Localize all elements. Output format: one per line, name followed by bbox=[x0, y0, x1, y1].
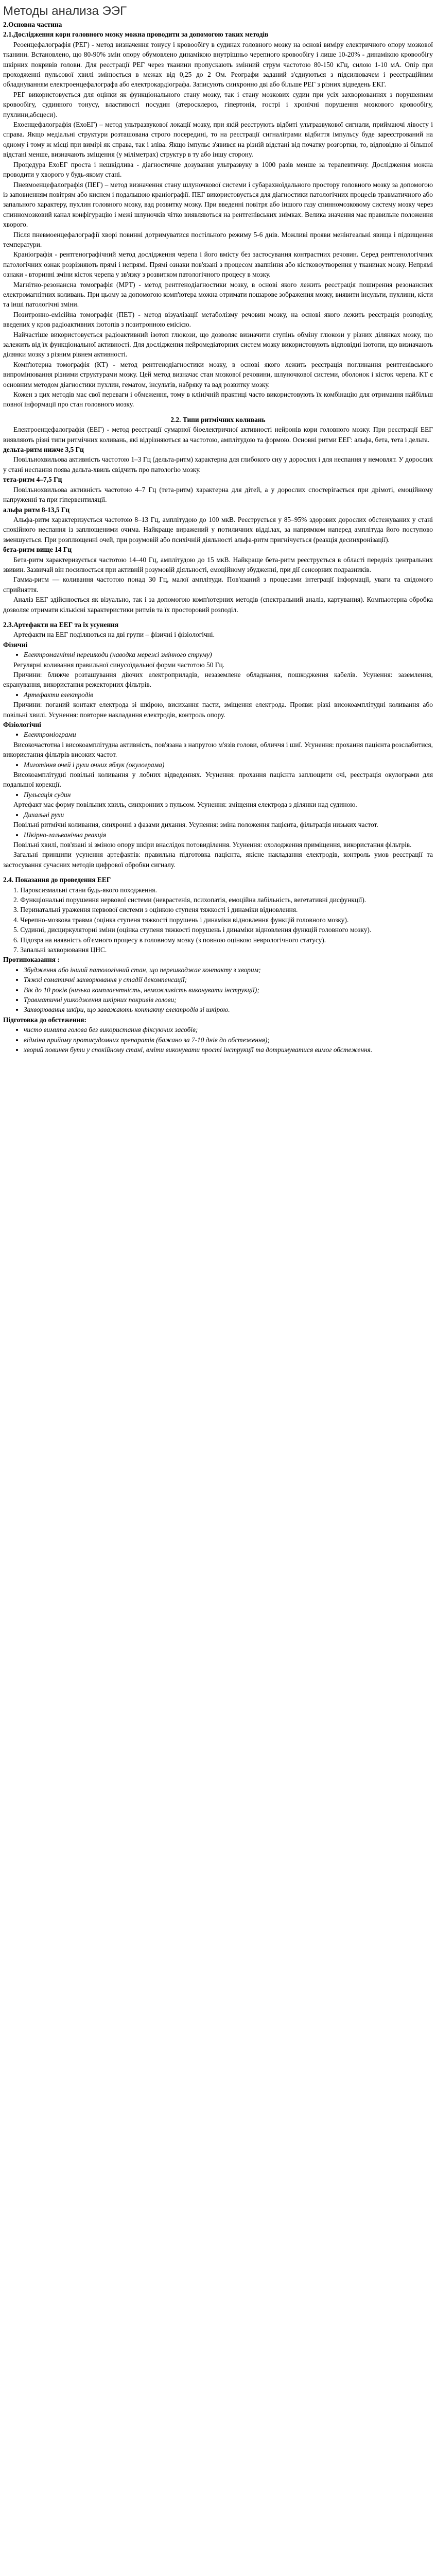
list-item: • Вік до 10 років (низька комплаєнтність, неможливість виконувати інструкції); bbox=[24, 985, 433, 995]
paragraph: 4. Черепно-мозкова травма (оцінка ступеня тяжкості порушень і динаміки відновлення функцій головного мозку). bbox=[13, 916, 349, 924]
list-item: • Тяжкі соматичні захворювання у стадії декомпенсації; bbox=[24, 975, 433, 985]
paragraph: Причини: ближче розташування діючих електроприладів, незаземлене обладнання, пошкодження кабелів. Усунення: заземлення, екранування, використання режекторних фільтрів. bbox=[3, 671, 433, 689]
section-heading: 2.1.Дослідження кори головного мозку можна проводити за допомогою таких методів bbox=[3, 30, 269, 39]
subheading: Фізичні bbox=[3, 640, 28, 649]
subheading: Фізіологічні bbox=[3, 721, 41, 729]
bullet-list bbox=[3, 690, 433, 700]
paragraph: Позитронно-емісійна томографія (ПЕТ) - метод візуалізації метаболізму речовин мозку, на основі якого лежить реєстрація розподілу, введених у кров радіоактивних ізотопів з позитронною емісією. bbox=[3, 310, 433, 329]
paragraph: 7. Запальні захворювання ЦНС. bbox=[13, 945, 107, 954]
list-item: • Миготіння очей і рухи очних яблук (окулограма) bbox=[24, 760, 433, 770]
paragraph: 5. Судинні, дисциркуляторні зміни (оцінка ступеня тяжкості порушень і динаміки відновлення функцій головного мозку). bbox=[13, 926, 372, 934]
page-title: Методы анализа ЭЭГ bbox=[3, 4, 127, 18]
paragraph: Причини: поганий контакт електрода зі шкірою, висихання пасти, зміщення електрода. Прояви: різкі високоамплітудні коливання або повільні хвилі. Усунення: повторне накладання електродів, контроль опору. bbox=[3, 701, 433, 719]
paragraph: Краніографія - рентгенографічний метод дослідження черепа і його вмісту без застосування контрастних речовин. Серед рентгенологічних патологічних ознак розрізняють прямі і непрямі. Прямі ознаки пов'язані з процесом звапніння або кістковоутворення у тканинах мозку. Непрямі ознаки - вторинні зміни кісток черепа у зв'язку з розвитком патологічного процесу в мозку. bbox=[3, 250, 433, 279]
subheading: Протипоказання : bbox=[3, 956, 60, 964]
paragraph: Кожен з цих методів має свої переваги і обмеження, тому в клінічній практиці часто використовують їх комбінацію для отримання найбільш повної інформації про стан головного мозку. bbox=[3, 391, 433, 409]
paragraph: Процедура ЕхоЕГ проста і нешкідлива - діагностичне дозування ультразвуку в 1000 разів менше за терапевтичну. Дослідження можна проводити у хворого у будь-якому стані. bbox=[3, 160, 433, 179]
paragraph: Після пневмоенцефалографії хворі повинні дотримуватися постільного режиму 5-6 днів. Можливі прояви менінгеальні явища і підвищення температури. bbox=[3, 230, 433, 248]
section-heading: 2.Основна частина bbox=[3, 21, 62, 28]
list-item: • чисто вимита голова без використання фіксуючих засобів; bbox=[24, 1025, 433, 1035]
paragraph: Магнітно-резонансна томографія (МРТ) - метод рентгенодіагностики мозку, в основі якого лежить реєстрація поширення резонансних електромагнітних коливань. При цьому за допомогою комп'ютера можна отримати пошарове зображення мозку, виявити інсульти, пухлини, кісти та інші патологічні зміни. bbox=[3, 280, 433, 309]
bullet-list bbox=[3, 650, 433, 659]
bullet-list bbox=[3, 965, 433, 1015]
paragraph: Альфа-ритм характеризується частотою 8–13 Гц, амплітудою до 100 мкВ. Реєструється у 85–95% здорових дорослих обстежуваних у стані спокійного неспання із заплющеними очима. Найкраще виражений у потиличних відділах, за напрямком наперед амплітуда його поступово зменшується. При розплющенні очей, при розумовій або психічній діяльності альфа-ритм пригнічується (реакція десинхронізації). bbox=[3, 515, 433, 544]
paragraph: Комп'ютерна томографія (КТ) - метод рентгенодіагностики мозку, в основі якого лежить реєстрація поглинання рентгенівського випромінювання різними структурами мозку. Цей метод визначає стан мозкової речовини, шлуночкової системи, оболонок і кісток черепа. КТ є основним методом діагностики пухлин, гематом, інсультів, набряку та вад розвитку мозку. bbox=[3, 360, 433, 388]
paragraph: Високоамплітудні повільні коливання у лобних відведеннях. Усунення: прохання пацієнта заплющити очі, реєстрація окулограми для подальшої корекції. bbox=[3, 771, 433, 789]
subheading: бета-ритм вище 14 Гц bbox=[3, 546, 72, 554]
spacer bbox=[3, 870, 433, 875]
list-item: • Електроміограми bbox=[24, 730, 433, 739]
paragraph: Загальні принципи усунення артефактів: правильна підготовка пацієнта, якісне накладання електродів, контроль умов реєстрації та застосування сучасних методів цифрової обробки сигналу. bbox=[3, 851, 433, 869]
list-item: • Електромагнітні перешкоди (наводка мережі змінного струму) bbox=[24, 650, 433, 659]
paragraph: 3. Перинатальні ураження нервової системи з оцінкою ступеня тяжкості і динаміки відновлення. bbox=[13, 906, 298, 914]
paragraph: Регулярні коливання правильної синусоїдальної форми частотою 50 Гц. bbox=[13, 660, 225, 669]
section-heading: 2.2. Типи ритмічних коливань bbox=[170, 415, 266, 423]
document-body bbox=[3, 20, 433, 1055]
bullet-list bbox=[3, 1025, 433, 1055]
bullet-list bbox=[3, 730, 433, 739]
paragraph: Аналіз ЕЕГ здійснюється як візуально, так і за допомогою комп'ютерних методів (спектральний аналіз, картування). Компьютерна обробка дозволяє отримати кількісні характеристики ритмів та їх просторовий розподіл. bbox=[3, 596, 433, 614]
paragraph: Повільні ритмічні коливання, синхронні з фазами дихання. Усунення: зміна положення пацієнта, фільтрація низьких частот. bbox=[13, 821, 378, 829]
paragraph: Найчастіше використовується радіоактивний ізотоп глюкози, що дозволяє визначити ступінь обміну глюкози у різних ділянках мозку, що залежить від їх функціональної активності. Для дослідження нейромедіаторних систем мозку використовують відповідні ізотопи, що визначають ділянки мозку з різним рівнем активності. bbox=[3, 330, 433, 359]
bullet-list bbox=[3, 810, 433, 820]
paragraph: 1. Пароксизмальні стани будь-якого походження. bbox=[13, 886, 157, 894]
bullet-list bbox=[3, 760, 433, 770]
paragraph: 2. Функціональні порушення нервової системи (неврастенія, психопатія, емоційна лабільність, вегетативні дисфункції). bbox=[13, 895, 367, 904]
section-heading: 2.3.Артефакти на ЕЕГ та їх усунення bbox=[3, 620, 119, 629]
page bbox=[0, 0, 436, 1055]
list-item: • Травматичні ушкодження шкірних покривів голови; bbox=[24, 995, 433, 1005]
paragraph: Повільнохвильова активність частотою 1–3 Гц (дельта-ритм) характерна для глибокого сну у дорослих і для неспання у немовлят. У дорослих у стані неспання поява дельта-хвиль свідчить про патологію мозку. bbox=[3, 455, 433, 473]
list-item: • Артефакти електродів bbox=[24, 690, 433, 700]
list-item: • Дихальні рухи bbox=[24, 810, 433, 820]
bullet-list bbox=[3, 790, 433, 800]
paragraph: Ехоенцефалографія (ЕхоЕГ) – метод ультразвукової локації мозку, при якій реєструють відбиті ультразвукової сигнали, приймаючі лівосту і справа. Якщо медіальні структури розташована строго посередині, то на реєстрації сигналіграми відбиття імпульсу буде зареєстрований на одному і тому ж місці при вимірі як справа, так і зліва. Якщо імпульс з'явився на різній відстані від початку розгортки, то, відповідно зі більшої відстані менше, визначають зміщення (у міліметрах) структур в ту або іншу сторону. bbox=[3, 121, 433, 159]
list-item: • Пульсація судин bbox=[24, 790, 433, 800]
spacer bbox=[3, 615, 433, 620]
list-item: • хворий повинен бути у спокійному стані, вміти виконувати прості інструкції та дотримуватися вимог обстеження. bbox=[24, 1045, 433, 1055]
paragraph: Високочастотна і високоамплітудна активність, пов'язана з напругою м'язів голови, обличчя і шиї. Усунення: прохання пацієнта розслабитися, використання фільтрів високих частот. bbox=[3, 740, 433, 759]
paragraph: Реоенцефалографія (РЕГ) - метод визначення тонусу і кровообігу в судинах головного мозку на основі виміру електричного опору мозкової тканини. Встановлено, що 80-90% змін опору обумовлено динамікою внутрішньо черепного кровообігу і лише 10-20% - динамікою кровообігу шкірних покривів голови. Для реєстрації РЕГ через тканини пропускають змінний струм частотою 80-150 кГц, силою 1-10 мА. Опір при проходженні пульсової хвилі змінюється в межах від 0,25 до 2 Ом. Реографи заданий з'єднуються з підсилювачем і реєстраційним обладнуванням електроенцефалографа або електрокардіографа. Записують синхронно дві або більше РЕГ з різних відведень ЕКГ. bbox=[3, 40, 433, 89]
subheading: тета-ритм 4–7,5 Гц bbox=[3, 476, 62, 484]
list-item: • Захворювання шкіри, що заважають контакту електродів зі шкірою. bbox=[24, 1005, 433, 1014]
paragraph: Бета-ритм характеризується частотою 14–40 Гц, амплітудою до 15 мкВ. Найкраще бета-ритм реєструється в області передніх центральних звивин. Зазвичай він посилюється при активній розумовій діяльності, емоційному збудженні, при дії сенсорних подразників. bbox=[3, 555, 433, 573]
subheading: альфа ритм 8-13,5 Гц bbox=[3, 505, 70, 514]
section-heading: 2.4. Показання до проведення ЕЕГ bbox=[3, 876, 111, 884]
paragraph: Повільні хвилі, пов'язані зі зміною опору шкіри внаслідок потовиділення. Усунення: охолодження приміщення, використання фільтрів. bbox=[13, 840, 412, 849]
list-item: • Збудження або інший патологічний стан, що перешкоджає контакту з хворим; bbox=[24, 965, 433, 975]
subheading: Підготовка до обстеження: bbox=[3, 1015, 87, 1024]
paragraph: РЕГ використовується для оцінки як функціонального стану мозку, так і стану мозкових судин при усіх захворюваннях з порушенням кровообігу, судинного тонусу, властивості посудин (атеросклероз, гіпертонія, гострі і хронічні порушення мозкового кровообігу, пухлини,абсцеси). bbox=[3, 90, 433, 118]
subheading: дельта-ритм нижче 3,5 Гц bbox=[3, 446, 84, 454]
paragraph: Повільнохвильова активність частотою 4–7 Гц (тета-ритм) характерна для дітей, а у дорослих спостерігається при дрімоті, емоційному напруженні та при гіпервентиляції. bbox=[3, 485, 433, 504]
paragraph: 6. Підозра на наявність об'ємного процесу в головному мозку (з повною оцінкою неврологічного статусу). bbox=[13, 936, 326, 944]
spacer bbox=[3, 410, 433, 415]
paragraph: Гамма-ритм — коливання частотою понад 30 Гц, малої амплітуди. Пов'язаний з процесами інтеграції інформації, уваги та свідомого сприйняття. bbox=[3, 575, 433, 594]
bullet-list bbox=[3, 830, 433, 840]
paragraph: Артефакт має форму повільних хвиль, синхронних з пульсом. Усунення: зміщення електрода з ділянки над судиною. bbox=[13, 801, 357, 809]
paragraph: Артефакти на ЕЕГ поділяються на дві групи – фізичні і фізіологічні. bbox=[13, 631, 215, 639]
list-item: • відміна прийому протисудомних препаратів (бажано за 7-10 днів до обстеження); bbox=[24, 1035, 433, 1045]
paragraph: Пневмоенцефалографія (ПЕГ) – метод визначення стану шлуночкової системи і субарахноїдального простору головного мозку за допомогою із заповненням повітрям або киснем і подальшою краніографії. ПЕГ використовується для діагностики патологічних процесів травматичного або запального характеру, пухлин головного мозку, вад розвитку мозку. При введенні повітря або іншого газу спинномозковому систему мозку через спинномозковий канал конфігурацію і межі шлуночків чітко виявляються на рентгенівських знімках. Велика значення має правильне положення хворого. bbox=[3, 180, 433, 229]
paragraph: Електроенцефалографія (ЕЕГ) - метод реєстрації сумарної біоелектричної активності нейронів кори головного мозку. При реєстрації ЕЕГ виявляють різні типи ритмічних коливань, які відрізняються за частотою, амплітудою та формою. Основні ритми ЕЕГ: альфа, бета, тета і дельта. bbox=[3, 426, 433, 444]
list-item: • Шкірно-гальванічна реакція bbox=[24, 830, 433, 840]
